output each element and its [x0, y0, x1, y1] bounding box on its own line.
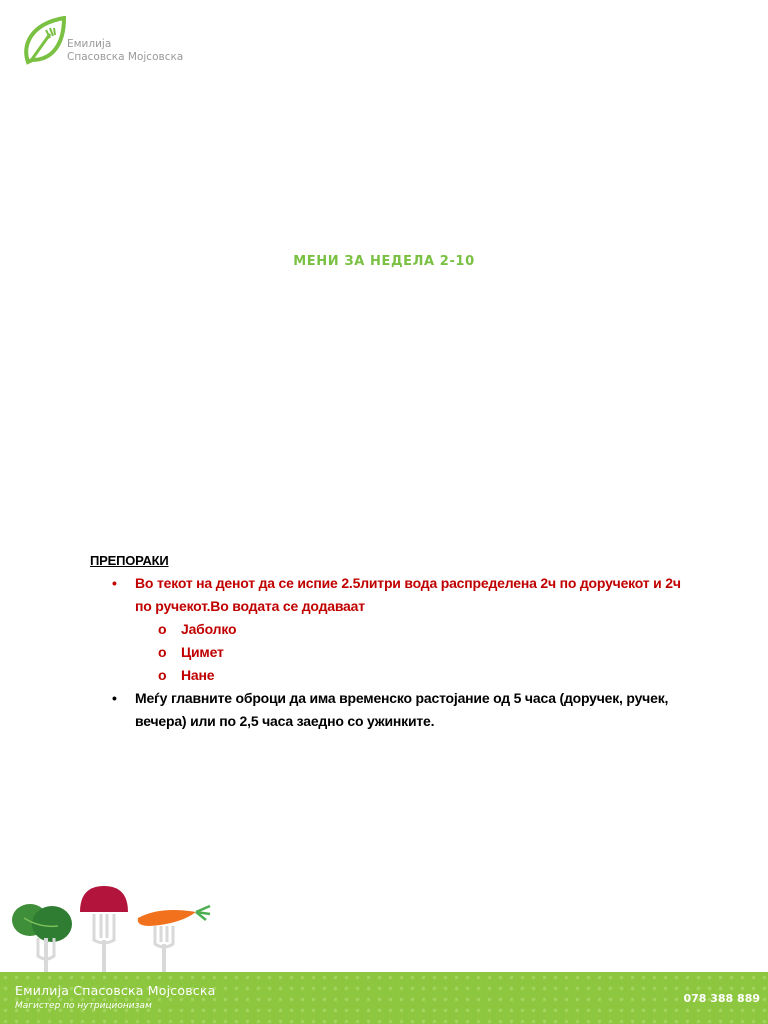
sub-item-label: Нане: [181, 667, 215, 683]
recommendations-heading: ПРЕПОРАКИ: [90, 553, 169, 568]
logo-line-2: Спасовска Мојсовска: [67, 51, 184, 63]
page-title: МЕНИ ЗА НЕДЕЛА 2-10: [293, 254, 475, 269]
fork-icon: [155, 926, 173, 975]
bullet1-line2: по ручекот.Во водата се додаваат: [135, 598, 365, 614]
carrot-icon: [138, 906, 210, 926]
footer-subtitle: Магистер по нутриционизам: [15, 1001, 152, 1011]
brand-logo: [20, 16, 190, 66]
footer-bar: [0, 972, 768, 1024]
vegetables-on-forks-illustration: [0, 880, 240, 975]
list-item: [90, 687, 690, 733]
footer-phone: 078 388 889: [683, 992, 760, 1005]
bullet1-line1: Во текот на денот да се испие 2.5литри вода распределена 2ч по доручекот и 2ч: [135, 575, 681, 591]
sub-list-item: [90, 618, 690, 641]
list-item: [90, 572, 690, 618]
sub-item-label: Цимет: [181, 644, 224, 660]
bullet-icon: •: [112, 690, 117, 706]
bullet-icon: •: [112, 575, 117, 591]
fork-icon: [94, 914, 114, 975]
leaf-fork-icon: [20, 16, 68, 66]
sub-list-item: [90, 641, 690, 664]
logo-text: [67, 38, 183, 64]
logo-line-1: Емилија: [67, 38, 112, 50]
spinach-leaf-icon: [12, 904, 72, 942]
sub-item-label: Јаболко: [181, 621, 237, 637]
sub-bullet-icon: o: [158, 644, 167, 660]
sub-bullet-icon: o: [158, 667, 167, 683]
footer-name: Емилија Спасовска Мојсовска: [15, 983, 216, 998]
bullet2-line1: Меѓу главните оброци да има временско растојание од 5 часа (доручек, ручек,: [135, 690, 669, 706]
sub-bullet-icon: o: [158, 621, 167, 637]
beet-icon: [80, 886, 128, 912]
recommendations-section: [90, 549, 690, 733]
sub-list-item: [90, 664, 690, 687]
fork-icon: [38, 938, 54, 972]
bullet2-line2: вечера) или по 2,5 часа заедно со ужинките.: [135, 713, 435, 729]
